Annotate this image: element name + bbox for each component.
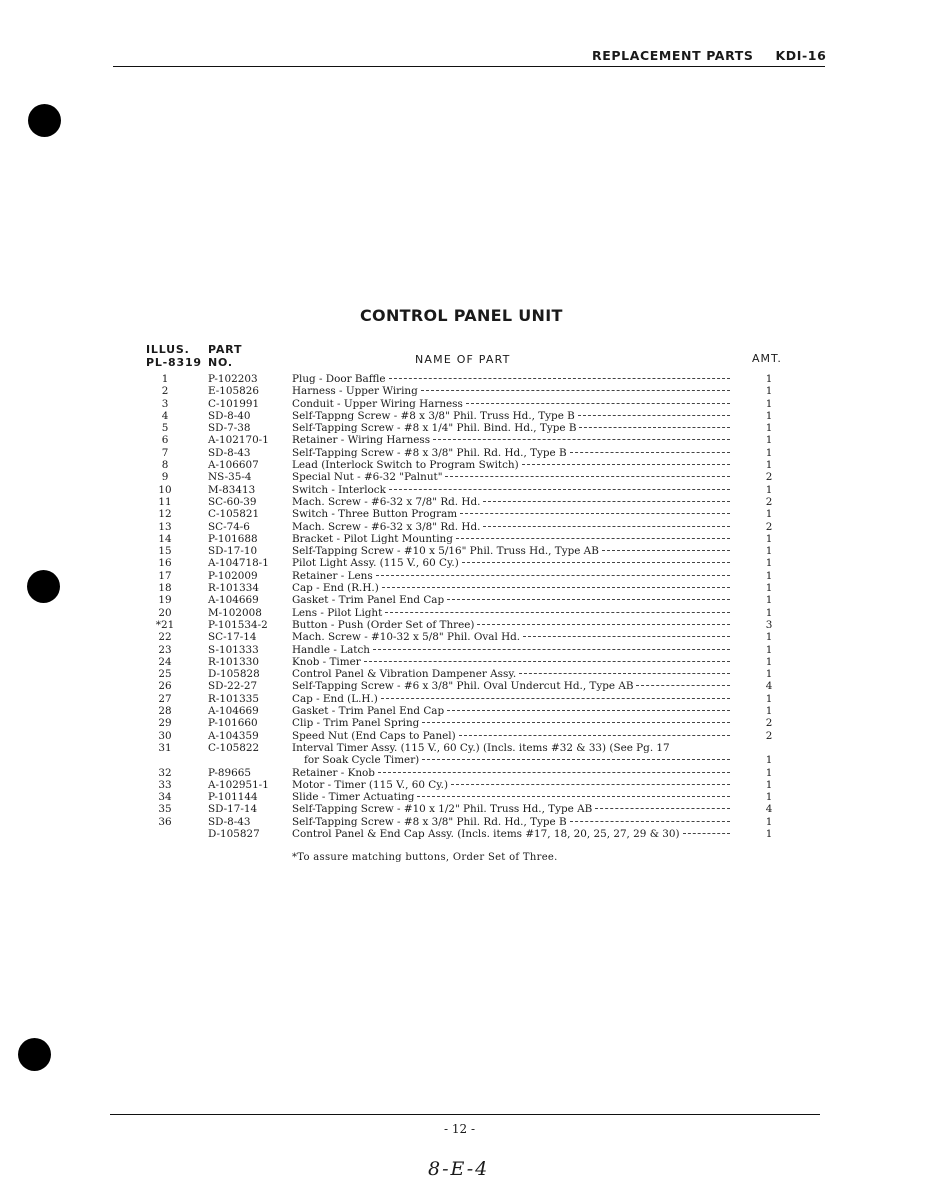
part-number: A-104669 <box>208 705 259 718</box>
part-amount: 1 <box>765 545 773 558</box>
part-name-cell <box>292 557 732 569</box>
col-head-part <box>208 343 242 369</box>
leader-dots <box>523 636 730 637</box>
illus-number: 19 <box>158 594 172 607</box>
illus-number: 7 <box>161 446 169 459</box>
parts-row <box>0 410 948 422</box>
leader-dots <box>364 661 730 662</box>
part-name-cell <box>292 803 732 815</box>
illus-number: 1 <box>161 373 169 385</box>
part-name-cell <box>292 447 732 459</box>
parts-row <box>0 656 948 668</box>
part-number: SD-8-43 <box>208 815 251 828</box>
illus-number: 33 <box>158 778 172 791</box>
part-name: Retainer - Lens <box>292 569 373 582</box>
parts-row <box>0 447 948 459</box>
part-name-cell <box>292 816 732 828</box>
illus-number: 9 <box>161 471 169 484</box>
parts-row <box>0 484 948 496</box>
parts-row <box>0 767 948 779</box>
part-name-cell <box>292 680 732 692</box>
leader-dots <box>422 722 730 723</box>
leader-dots <box>683 833 730 834</box>
leader-dots <box>433 439 730 440</box>
part-number: E-105826 <box>208 385 259 398</box>
part-number: A-102170-1 <box>208 434 269 447</box>
illus-number: *21 <box>155 618 175 631</box>
part-name: Control Panel & End Cap Assy. (Incls. items #17, 18, 20, 25, 27, 29 & 30) <box>292 827 680 840</box>
part-name: Pilot Light Assy. (115 V., 60 Cy.) <box>292 557 459 570</box>
illus-number: 35 <box>158 803 172 816</box>
part-name: Special Nut - #6-32 "Palnut" <box>292 471 443 484</box>
part-name: Control Panel & Vibration Dampener Assy. <box>292 668 517 681</box>
part-name-cell <box>292 791 732 803</box>
col-head-part-line1: PART <box>208 343 243 356</box>
leader-dots <box>466 403 730 404</box>
part-amount: 4 <box>765 680 773 693</box>
illus-number: 31 <box>158 741 172 754</box>
parts-row <box>0 398 948 410</box>
part-name: Speed Nut (End Caps to Panel) <box>292 729 456 742</box>
part-number: P-101534-2 <box>208 618 268 631</box>
part-name: Motor - Timer (115 V., 60 Cy.) <box>292 778 449 791</box>
part-amount: 1 <box>765 766 773 779</box>
part-number: A-104359 <box>208 729 259 742</box>
part-amount: 1 <box>765 655 773 668</box>
leader-dots <box>376 575 730 576</box>
part-name: Slide - Timer Actuating <box>292 791 415 804</box>
part-name: Self-Tapping Screw - #10 x 5/16" Phil. Truss Hd., Type AB <box>292 545 599 558</box>
illus-number: 13 <box>158 520 172 533</box>
part-number: D-105828 <box>208 668 260 681</box>
leader-dots <box>456 538 730 539</box>
part-number: C-105822 <box>208 741 260 754</box>
parts-row <box>0 730 948 742</box>
leader-dots <box>602 550 730 551</box>
illus-number: 14 <box>158 532 172 545</box>
part-amount: 2 <box>765 495 773 508</box>
part-number: M-83413 <box>208 483 256 496</box>
illus-number: 16 <box>158 557 172 570</box>
part-amount: 1 <box>765 594 773 607</box>
leader-dots <box>522 464 730 465</box>
leader-dots <box>519 673 730 674</box>
part-name: Self-Tapping Screw - #8 x 1/4" Phil. Bind. Hd., Type B <box>292 422 577 435</box>
part-amount: 1 <box>765 557 773 570</box>
part-name-cell <box>292 521 732 533</box>
part-amount: 1 <box>765 791 773 804</box>
parts-row <box>0 508 948 520</box>
leader-dots <box>483 526 730 527</box>
leader-dots <box>445 476 730 477</box>
running-header <box>592 48 826 63</box>
leader-dots <box>595 808 730 809</box>
parts-row <box>0 434 948 446</box>
part-name: Retainer - Wiring Harness <box>292 434 431 447</box>
parts-row <box>0 693 948 705</box>
leader-dots <box>422 759 730 760</box>
part-number: SD-8-40 <box>208 409 251 422</box>
part-number: P-101660 <box>208 717 258 730</box>
leader-dots <box>579 427 730 428</box>
illus-number: 12 <box>158 508 172 521</box>
leader-dots <box>462 562 730 563</box>
binder-hole-top <box>28 104 61 137</box>
part-name: Button - Push (Order Set of Three) <box>292 618 475 631</box>
part-name: Mach. Screw - #6-32 x 3/8" Rd. Hd. <box>292 520 481 533</box>
illus-number: 8 <box>161 459 169 472</box>
footnote: *To assure matching buttons, Order Set of Three. <box>292 852 558 863</box>
part-name-cell <box>292 434 732 446</box>
header-model: KDI-16 <box>775 48 827 63</box>
col-head-illus-line2: PL-8319 <box>146 356 202 369</box>
illus-number: 22 <box>158 631 172 644</box>
part-name-cell <box>292 385 732 397</box>
illus-number: 15 <box>158 545 172 558</box>
part-amount: 1 <box>765 827 773 840</box>
part-amount: 1 <box>765 483 773 496</box>
part-name: Self-Tappng Screw - #8 x 3/8" Phil. Truss Hd., Type B <box>292 409 575 422</box>
part-amount: 1 <box>765 385 773 398</box>
part-name: Harness - Upper Wiring <box>292 385 418 398</box>
parts-row <box>0 496 948 508</box>
parts-row <box>0 779 948 791</box>
parts-row <box>0 705 948 717</box>
part-name-cell <box>292 631 732 643</box>
illus-number: 6 <box>161 434 169 447</box>
part-name-cell <box>292 779 732 791</box>
part-name-cell <box>292 422 732 434</box>
part-name: Bracket - Pilot Light Mounting <box>292 532 453 545</box>
parts-row <box>0 668 948 680</box>
part-name: Lens - Pilot Light <box>292 606 383 619</box>
leader-dots <box>483 501 730 502</box>
parts-row <box>0 754 948 766</box>
col-head-amt: AMT. <box>752 352 782 365</box>
part-name-cell <box>292 508 732 520</box>
parts-row <box>0 803 948 815</box>
part-name-cell <box>292 570 732 582</box>
part-amount: 2 <box>765 471 773 484</box>
col-head-illus-line1: ILLUS. <box>146 343 190 356</box>
parts-row <box>0 644 948 656</box>
part-amount: 1 <box>765 643 773 656</box>
illus-number: 24 <box>158 655 172 668</box>
parts-row <box>0 717 948 729</box>
illus-number: 17 <box>158 569 172 582</box>
parts-row <box>0 459 948 471</box>
part-name-cell <box>292 742 732 754</box>
part-amount: 1 <box>765 446 773 459</box>
part-number: SD-22-27 <box>208 680 258 693</box>
part-amount: 4 <box>765 803 773 816</box>
parts-row <box>0 422 948 434</box>
part-name: Lead (Interlock Switch to Program Switch) <box>292 459 519 472</box>
leader-dots <box>417 796 730 797</box>
part-name-cell <box>292 582 732 594</box>
part-number: P-101688 <box>208 532 258 545</box>
part-name-cell <box>292 656 732 668</box>
part-name: Switch - Three Button Program <box>292 508 458 521</box>
leader-dots <box>381 698 730 699</box>
part-name: Conduit - Upper Wiring Harness <box>292 397 463 410</box>
illus-number: 28 <box>158 705 172 718</box>
parts-row <box>0 619 948 631</box>
col-head-name: NAME OF PART <box>415 353 511 366</box>
part-name: Retainer - Knob <box>292 766 375 779</box>
part-number: R-101330 <box>208 655 259 668</box>
leader-dots <box>389 378 730 379</box>
leader-dots <box>373 649 730 650</box>
leader-dots <box>570 821 730 822</box>
part-name: Cap - End (L.H.) <box>292 692 378 705</box>
illus-number: 2 <box>161 385 169 398</box>
part-name: Mach. Screw - #6-32 x 7/8" Rd. Hd. <box>292 495 481 508</box>
leader-dots <box>385 612 730 613</box>
part-amount: 1 <box>765 692 773 705</box>
part-amount: 1 <box>765 668 773 681</box>
part-name: Gasket - Trim Panel End Cap <box>292 705 445 718</box>
part-number: SD-17-10 <box>208 545 258 558</box>
leader-dots <box>570 452 730 453</box>
leader-dots <box>578 415 730 416</box>
part-amount: 1 <box>765 569 773 582</box>
leader-dots <box>447 710 730 711</box>
part-name-cell <box>292 644 732 656</box>
leader-dots <box>460 513 730 514</box>
part-amount: 1 <box>765 409 773 422</box>
part-name-cell <box>292 373 732 385</box>
part-name-cell <box>292 545 732 557</box>
parts-row <box>0 594 948 606</box>
part-number: SD-17-14 <box>208 803 258 816</box>
part-name: Self-Tapping Screw - #8 x 3/8" Phil. Rd. Hd., Type B <box>292 446 567 459</box>
header-rule <box>113 66 825 67</box>
illus-number: 3 <box>161 397 169 410</box>
part-name-cell <box>292 828 732 840</box>
parts-row <box>0 570 948 582</box>
part-amount: 1 <box>765 532 773 545</box>
part-name-cell <box>292 496 732 508</box>
section-title: CONTROL PANEL UNIT <box>360 306 563 325</box>
part-number: SC-17-14 <box>208 631 257 644</box>
part-number: S-101333 <box>208 643 259 656</box>
part-number: P-101144 <box>208 791 258 804</box>
parts-row <box>0 631 948 643</box>
leader-dots <box>421 390 730 391</box>
part-name-cell <box>292 767 732 779</box>
illus-number: 27 <box>158 692 172 705</box>
illus-number: 26 <box>158 680 172 693</box>
part-number: P-102203 <box>208 373 258 385</box>
part-number: C-101991 <box>208 397 260 410</box>
illus-number: 36 <box>158 815 172 828</box>
parts-row <box>0 545 948 557</box>
parts-row <box>0 816 948 828</box>
leader-dots <box>459 735 730 736</box>
part-name-cell <box>292 607 732 619</box>
part-number: A-106607 <box>208 459 259 472</box>
part-amount: 1 <box>765 582 773 595</box>
leader-dots <box>447 599 730 600</box>
part-amount: 1 <box>765 778 773 791</box>
leader-dots <box>477 624 730 625</box>
illus-number: 30 <box>158 729 172 742</box>
parts-row <box>0 385 948 397</box>
parts-row <box>0 742 948 754</box>
part-amount: 1 <box>765 434 773 447</box>
col-head-part-line2: NO. <box>208 356 233 369</box>
part-name: Self-Tapping Screw - #6 x 3/8" Phil. Oval Undercut Hd., Type AB <box>292 680 634 693</box>
part-number: SD-7-38 <box>208 422 251 435</box>
part-name-cell <box>292 459 732 471</box>
part-number: SD-8-43 <box>208 446 251 459</box>
part-name: Cap - End (R.H.) <box>292 582 379 595</box>
part-amount: 1 <box>765 606 773 619</box>
part-name-cell <box>292 533 732 545</box>
part-name: Plug - Door Baffle <box>292 373 386 385</box>
parts-row <box>0 373 948 385</box>
part-amount: 2 <box>765 520 773 533</box>
leader-dots <box>389 489 730 490</box>
parts-row <box>0 791 948 803</box>
part-number: NS-35-4 <box>208 471 252 484</box>
part-amount: 2 <box>765 717 773 730</box>
parts-row <box>0 533 948 545</box>
part-name-cell <box>304 754 732 766</box>
parts-row <box>0 582 948 594</box>
part-name: Self-Tapping Screw - #10 x 1/2" Phil. Truss Hd., Type AB <box>292 803 593 816</box>
part-number: A-104718-1 <box>208 557 269 570</box>
part-amount: 1 <box>765 459 773 472</box>
binder-hole-bottom <box>18 1038 51 1071</box>
part-amount: 2 <box>765 729 773 742</box>
part-amount: 1 <box>765 422 773 435</box>
page-number: - 12 - <box>444 1122 476 1136</box>
part-number: C-105821 <box>208 508 260 521</box>
part-number: R-101334 <box>208 582 259 595</box>
illus-number: 4 <box>161 409 169 422</box>
part-amount: 1 <box>765 754 773 767</box>
illus-number: 5 <box>161 422 169 435</box>
part-number: P-89665 <box>208 766 251 779</box>
part-name-cell <box>292 668 732 680</box>
part-number: SC-60-39 <box>208 495 257 508</box>
part-amount: 1 <box>765 631 773 644</box>
part-name: Interval Timer Assy. (115 V., 60 Cy.) (Incls. items #32 & 33) (See Pg. 17 <box>292 741 670 754</box>
part-number: A-102951-1 <box>208 778 269 791</box>
part-name-cell <box>292 619 732 631</box>
part-name: Mach. Screw - #10-32 x 5/8" Phil. Oval Hd. <box>292 631 521 644</box>
part-name: Clip - Trim Panel Spring <box>292 717 420 730</box>
leader-dots <box>451 784 730 785</box>
parts-row <box>0 471 948 483</box>
illus-number: 11 <box>158 495 172 508</box>
part-name: Handle - Latch <box>292 643 370 656</box>
part-amount: 3 <box>765 618 773 631</box>
illus-number: 34 <box>158 791 172 804</box>
leader-dots <box>636 685 730 686</box>
illus-number: 18 <box>158 582 172 595</box>
part-amount: 1 <box>765 508 773 521</box>
part-amount: 1 <box>765 397 773 410</box>
part-number: A-104669 <box>208 594 259 607</box>
leader-dots <box>382 587 730 588</box>
parts-row <box>0 557 948 569</box>
parts-row <box>0 680 948 692</box>
part-name-cell <box>292 471 732 483</box>
leader-dots <box>378 772 730 773</box>
part-name-cell <box>292 398 732 410</box>
footer-rule <box>110 1114 820 1115</box>
parts-list <box>0 373 948 840</box>
header-title: REPLACEMENT PARTS <box>592 48 754 63</box>
parts-row <box>0 607 948 619</box>
part-name-cell <box>292 484 732 496</box>
part-name: Switch - Interlock <box>292 483 386 496</box>
part-name: Knob - Timer <box>292 655 361 668</box>
part-number: D-105827 <box>208 827 260 840</box>
part-name-cell <box>292 410 732 422</box>
part-name-cell <box>292 717 732 729</box>
part-name: Gasket - Trim Panel End Cap <box>292 594 445 607</box>
illus-number: 29 <box>158 717 172 730</box>
part-name: for Soak Cycle Timer) <box>304 754 420 767</box>
illus-number: 23 <box>158 643 172 656</box>
part-number: P-102009 <box>208 569 258 582</box>
part-name-cell <box>292 730 732 742</box>
part-number: R-101335 <box>208 692 259 705</box>
part-name-cell <box>292 705 732 717</box>
col-head-illus <box>146 343 202 369</box>
part-amount: 1 <box>765 815 773 828</box>
part-amount: 1 <box>765 373 773 385</box>
parts-row <box>0 828 948 840</box>
handwritten-note: 8-E-4 <box>428 1158 490 1180</box>
part-number: SC-74-6 <box>208 520 250 533</box>
illus-number: 10 <box>158 483 172 496</box>
part-name-cell <box>292 594 732 606</box>
part-name-cell <box>292 693 732 705</box>
illus-number: 25 <box>158 668 172 681</box>
part-name: Self-Tapping Screw - #8 x 3/8" Phil. Rd. Hd., Type B <box>292 815 567 828</box>
parts-row <box>0 521 948 533</box>
part-amount: 1 <box>765 705 773 718</box>
illus-number: 20 <box>158 606 172 619</box>
illus-number: 32 <box>158 766 172 779</box>
part-number: M-102008 <box>208 606 262 619</box>
